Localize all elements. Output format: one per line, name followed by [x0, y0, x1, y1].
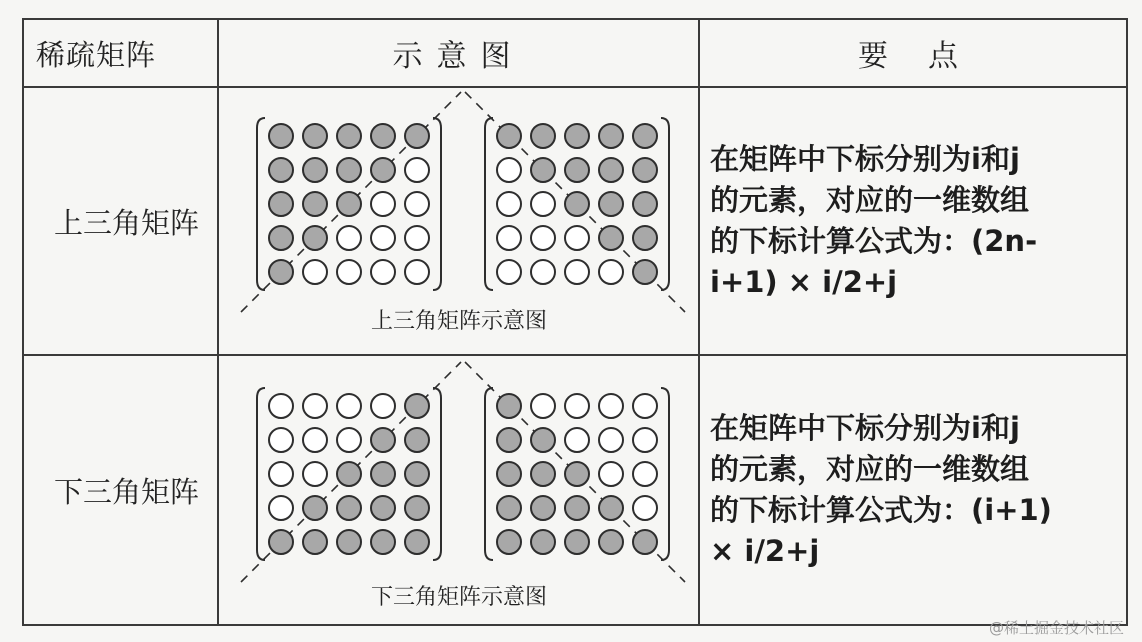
matrix-element-filled: [371, 462, 395, 486]
matrix-element-filled: [269, 226, 293, 250]
matrix-element-filled: [303, 496, 327, 520]
matrix-element-empty: [599, 394, 623, 418]
matrix-element-empty: [531, 192, 555, 216]
matrix-element-empty: [531, 226, 555, 250]
matrix-element-filled: [497, 428, 521, 452]
matrix-element-empty: [371, 394, 395, 418]
sparse-matrix-table: [22, 18, 1128, 626]
matrix-element-filled: [405, 462, 429, 486]
header-diagram: 示意图: [218, 19, 699, 87]
matrix-element-filled: [599, 530, 623, 554]
matrix-element-filled: [269, 124, 293, 148]
matrix-element-filled: [599, 226, 623, 250]
matrix-element-empty: [497, 260, 521, 284]
matrix-element-empty: [371, 226, 395, 250]
matrix-right-bracket: [433, 388, 441, 560]
matrix-element-empty: [633, 428, 657, 452]
matrix-element-filled: [565, 158, 589, 182]
matrix-element-empty: [497, 158, 521, 182]
matrix-element-filled: [269, 530, 293, 554]
matrix-element-filled: [599, 124, 623, 148]
matrix-element-filled: [531, 158, 555, 182]
matrix-element-filled: [303, 124, 327, 148]
matrix-element-filled: [531, 428, 555, 452]
matrix-element-empty: [565, 260, 589, 284]
matrix-element-filled: [303, 192, 327, 216]
matrix-element-filled: [633, 124, 657, 148]
matrix-right-bracket: [661, 118, 669, 290]
matrix-element-empty: [565, 394, 589, 418]
table-row-lower-triangular: [23, 355, 1127, 625]
type-upper-triangular: 上三角矩阵: [23, 87, 218, 355]
matrix-element-filled: [565, 496, 589, 520]
matrix-element-filled: [599, 158, 623, 182]
matrix-element-empty: [497, 226, 521, 250]
matrix-element-filled: [405, 530, 429, 554]
diagram-cell-lower: [218, 355, 699, 625]
matrix-element-empty: [337, 260, 361, 284]
watermark: @稀土掘金技术社区: [988, 619, 1124, 637]
matrix-element-filled: [497, 496, 521, 520]
matrix-element-empty: [337, 428, 361, 452]
matrix-element-empty: [633, 394, 657, 418]
matrix-element-filled: [405, 428, 429, 452]
matrix-element-empty: [303, 260, 327, 284]
diagram-cell-upper: [218, 87, 699, 355]
matrix-element-empty: [303, 428, 327, 452]
matrix-element-empty: [269, 394, 293, 418]
diagram-caption: 下三角矩阵示意图: [370, 585, 548, 610]
matrix-element-filled: [371, 496, 395, 520]
matrix-element-filled: [599, 496, 623, 520]
matrix-element-empty: [565, 226, 589, 250]
matrix-element-filled: [337, 462, 361, 486]
matrix-element-empty: [405, 260, 429, 284]
matrix-element-empty: [565, 428, 589, 452]
matrix-right-bracket: [433, 118, 441, 290]
matrix-element-empty: [269, 496, 293, 520]
matrix-element-filled: [531, 124, 555, 148]
matrix-element-empty: [405, 192, 429, 216]
matrix-element-filled: [565, 192, 589, 216]
matrix-element-filled: [337, 496, 361, 520]
matrix-element-empty: [269, 428, 293, 452]
matrix-element-filled: [405, 394, 429, 418]
matrix-element-filled: [633, 158, 657, 182]
matrix-left-bracket: [485, 118, 493, 290]
matrix-element-filled: [371, 530, 395, 554]
matrix-element-filled: [497, 124, 521, 148]
matrix-element-empty: [599, 260, 623, 284]
diagram-caption: 上三角矩阵示意图: [370, 309, 548, 334]
upper-triangular-diagram: [219, 88, 700, 356]
type-lower-triangular: 下三角矩阵: [23, 355, 218, 625]
matrix-element-empty: [337, 394, 361, 418]
note-lower-triangular: 在矩阵中下标分别为i和j 的元素，对应的一维数组 的下标计算公式为：(i+1) × i/2+j: [710, 411, 1052, 568]
matrix-element-empty: [337, 226, 361, 250]
matrix-element-filled: [269, 260, 293, 284]
header-key-points: 要点: [699, 19, 1127, 87]
matrix-element-empty: [371, 260, 395, 284]
matrix-element-empty: [405, 226, 429, 250]
lower-triangular-diagram: [219, 356, 700, 626]
matrix-element-empty: [531, 260, 555, 284]
matrix-element-filled: [633, 192, 657, 216]
matrix-element-filled: [303, 530, 327, 554]
matrix-left-bracket: [257, 118, 265, 290]
matrix-element-filled: [633, 226, 657, 250]
note-upper-triangular: 在矩阵中下标分别为i和j 的元素，对应的一维数组 的下标计算公式为：(2n- i+1) × i/2+j: [710, 142, 1038, 299]
matrix-left-bracket: [257, 388, 265, 560]
matrix-element-filled: [405, 124, 429, 148]
matrix-element-filled: [337, 530, 361, 554]
matrix-element-filled: [565, 462, 589, 486]
matrix-element-empty: [599, 462, 623, 486]
matrix-element-filled: [531, 496, 555, 520]
matrix-element-filled: [337, 124, 361, 148]
matrix-element-empty: [633, 496, 657, 520]
matrix-element-filled: [303, 226, 327, 250]
table-header-row: [23, 19, 1127, 87]
matrix-element-filled: [269, 158, 293, 182]
matrix-left-bracket: [485, 388, 493, 560]
matrix-element-filled: [565, 530, 589, 554]
matrix-element-filled: [371, 158, 395, 182]
matrix-element-filled: [337, 192, 361, 216]
matrix-element-empty: [269, 462, 293, 486]
matrix-element-filled: [371, 124, 395, 148]
matrix-element-filled: [531, 530, 555, 554]
matrix-element-empty: [497, 192, 521, 216]
matrix-element-filled: [497, 462, 521, 486]
table-row-upper-triangular: [23, 87, 1127, 355]
matrix-element-empty: [633, 462, 657, 486]
matrix-element-filled: [497, 530, 521, 554]
matrix-element-filled: [497, 394, 521, 418]
matrix-element-filled: [405, 496, 429, 520]
note-cell-upper: [699, 87, 1127, 355]
matrix-element-filled: [633, 260, 657, 284]
matrix-element-filled: [371, 428, 395, 452]
matrix-element-empty: [371, 192, 395, 216]
matrix-element-empty: [405, 158, 429, 182]
matrix-element-empty: [531, 394, 555, 418]
note-cell-lower: [699, 355, 1127, 625]
diagram-lower-wrap: [219, 356, 700, 624]
matrix-element-filled: [337, 158, 361, 182]
matrix-element-filled: [531, 462, 555, 486]
header-sparse-matrix: 稀疏矩阵: [23, 19, 218, 87]
matrix-element-filled: [269, 192, 293, 216]
matrix-element-filled: [303, 158, 327, 182]
matrix-element-empty: [303, 462, 327, 486]
diagram-upper-wrap: [219, 88, 700, 354]
matrix-element-filled: [599, 192, 623, 216]
matrix-right-bracket: [661, 388, 669, 560]
matrix-element-filled: [565, 124, 589, 148]
matrix-element-empty: [303, 394, 327, 418]
matrix-element-filled: [633, 530, 657, 554]
matrix-element-empty: [599, 428, 623, 452]
